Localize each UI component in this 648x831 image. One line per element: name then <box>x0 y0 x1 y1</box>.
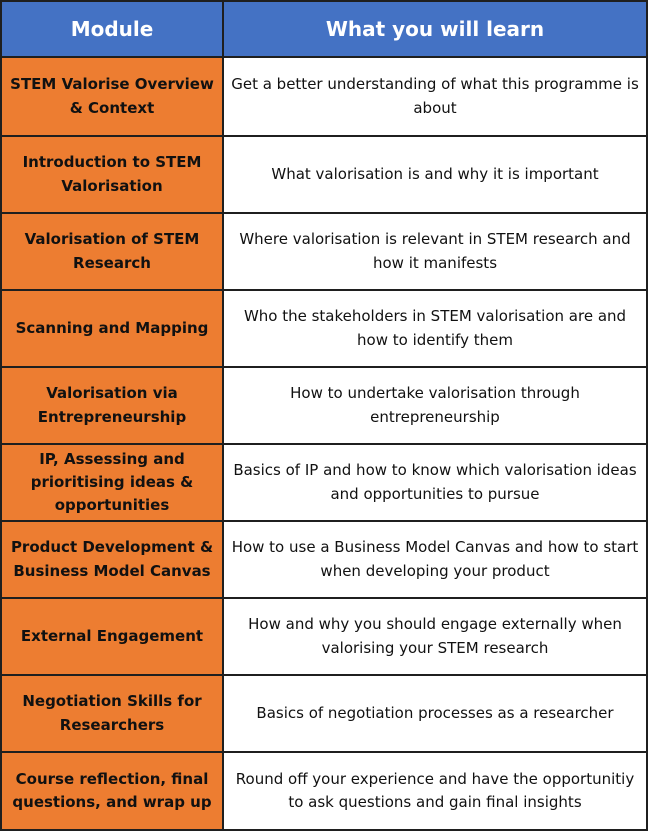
table-row <box>1 752 647 830</box>
module-column-header: Module <box>1 1 223 57</box>
table-row <box>1 290 647 367</box>
table-row <box>1 136 647 213</box>
learn-cell: Basics of negotiation processes as a researcher <box>223 675 647 752</box>
module-cell: Valorisation of STEM Research <box>1 213 223 290</box>
learn-column-header: What you will learn <box>223 1 647 57</box>
learn-cell: How to use a Business Model Canvas and how to start when developing your product <box>223 521 647 598</box>
module-cell: Negotiation Skills for Researchers <box>1 675 223 752</box>
module-cell: IP, Assessing and prioritising ideas & opportunities <box>1 444 223 521</box>
table-row <box>1 367 647 444</box>
module-cell: Introduction to STEM Valorisation <box>1 136 223 213</box>
table-row <box>1 57 647 136</box>
header-row <box>1 1 647 57</box>
learn-cell: Basics of IP and how to know which valorisation ideas and opportunities to pursue <box>223 444 647 521</box>
learn-cell: What valorisation is and why it is important <box>223 136 647 213</box>
module-cell: Product Development & Business Model Canvas <box>1 521 223 598</box>
table-row <box>1 521 647 598</box>
module-cell: STEM Valorise Overview & Context <box>1 57 223 136</box>
table-row <box>1 213 647 290</box>
module-cell: Scanning and Mapping <box>1 290 223 367</box>
table-row <box>1 598 647 675</box>
table-row <box>1 444 647 521</box>
table-row <box>1 675 647 752</box>
learn-cell: How and why you should engage externally when valorising your STEM research <box>223 598 647 675</box>
learn-cell: Get a better understanding of what this programme is about <box>223 57 647 136</box>
module-cell: Valorisation via Entrepreneurship <box>1 367 223 444</box>
learn-cell: Round off your experience and have the opportunitiy to ask questions and gain final insights <box>223 752 647 830</box>
module-cell: Course reflection, final questions, and wrap up <box>1 752 223 830</box>
learn-cell: How to undertake valorisation through entrepreneurship <box>223 367 647 444</box>
learn-cell: Where valorisation is relevant in STEM research and how it manifests <box>223 213 647 290</box>
learn-cell: Who the stakeholders in STEM valorisation are and how to identify them <box>223 290 647 367</box>
module-cell: External Engagement <box>1 598 223 675</box>
